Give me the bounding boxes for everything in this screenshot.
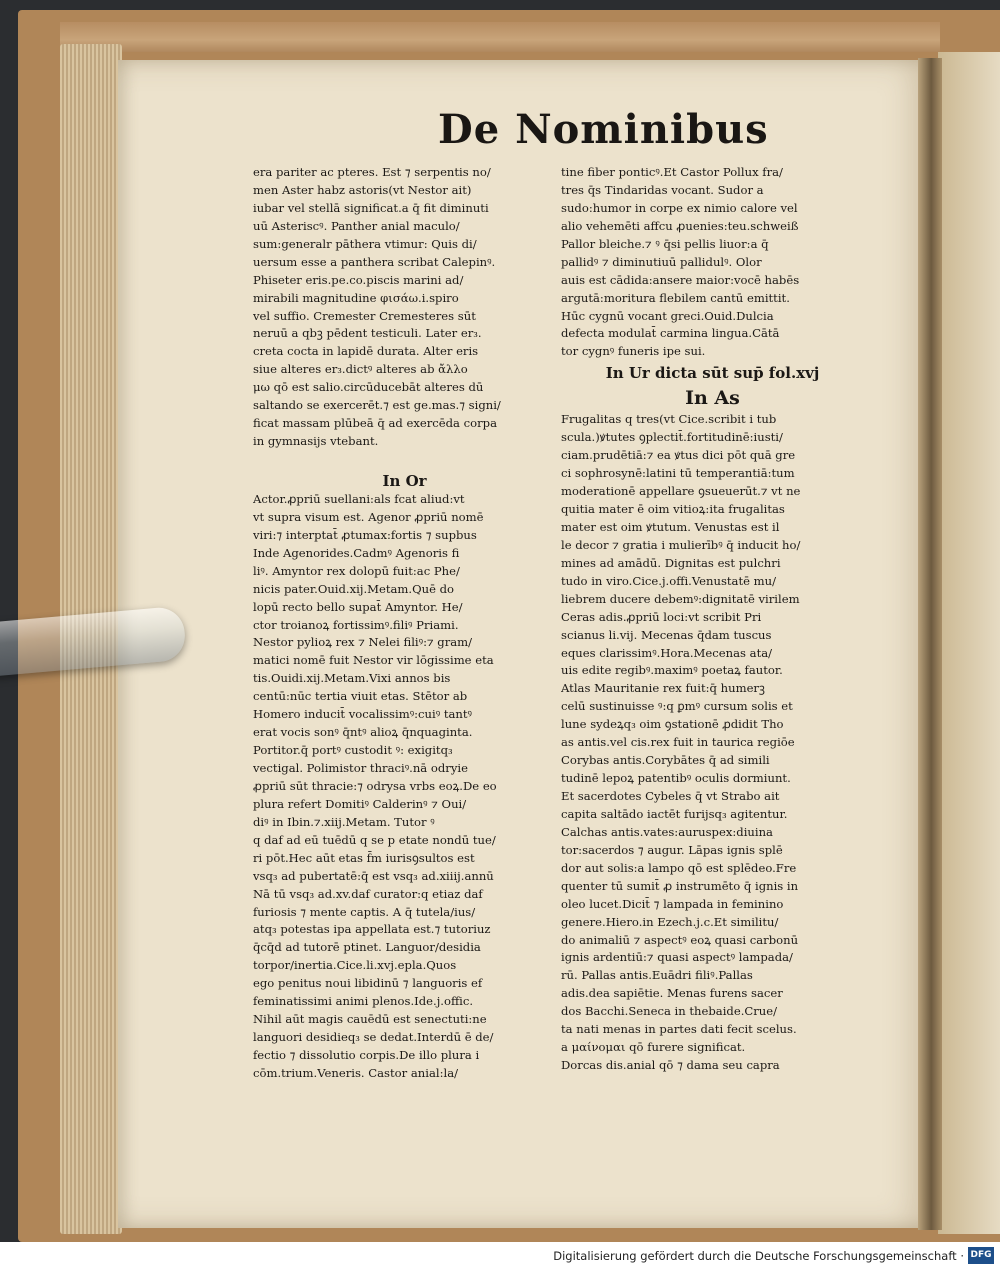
text-line: mines ad amādū. Dignitas est pulchri: [561, 555, 781, 570]
text-line: Frugalitas q tres(vt Cice.scribit i tub: [561, 412, 777, 427]
text-line: tudinē lepoꝝ patentibꝰ oculis dormiunt.: [561, 771, 791, 786]
text-line: liꝰ. Amyntor rex dolopū fuit:ac Phe/: [253, 563, 460, 578]
text-line: ignis ardentiū:⁊ quasi aspectꝰ lampada/: [561, 950, 793, 965]
text-line: q̄cq̄d ad tutorē ptinet. Languor/desidia: [253, 940, 481, 955]
text-line: pallidꝰ ⁊ diminutiuū pallidulꝰ. Olor: [561, 254, 762, 269]
text-line: siue alteres er₃.dictꝰ alteres ab ἄλλο: [253, 362, 468, 377]
text-line: Inde Agenorides.Cadmꝰ Agenoris fi: [253, 545, 460, 560]
text-line: argutā:moritura flebilem cantū emittit.: [561, 290, 790, 305]
text-line: do animaliū ⁊ aspectꝰ eoꝝ quasi carbonū: [561, 932, 799, 947]
text-line: Nā tū vsq₃ ad.xv.daf curator:q etiaz daf: [253, 886, 483, 901]
text-line: vectigal. Polimistor thraciꝰ.nā odryie: [253, 761, 468, 775]
text-line: scula.)ꝟtutes ꝯplectit̄.fortitudinē:iusti/: [561, 430, 783, 445]
text-line: cōm.trium.Veneris. Castor anial:la/: [253, 1065, 459, 1080]
section-heading: In Ur dicta sūt sup̄ fol.xvj: [605, 364, 820, 383]
text-line: ego penitus noui libidinū ⁊ languoris ef: [253, 976, 483, 991]
text-line: tudo in viro.Cice.j.offi.Venustatē mu/: [561, 573, 777, 588]
text-line: tor:sacerdos ⁊ augur. Lāpas ignis splē: [561, 842, 783, 857]
text-line: scianus li.vij. Mecenas q̄dam tuscus: [561, 627, 772, 642]
text-line: iubar vel stellā significat.a q̄ fit diminuti: [253, 200, 489, 215]
text-line: viri:⁊ interptat̄ ꝓtumax:fortis ⁊ supbus: [253, 527, 477, 542]
text-line: diꝰ in Ibin.⁊.xiij.Metam. Tutor ꝰ: [253, 814, 435, 829]
text-column-right: [561, 164, 864, 1084]
text-line: tor cygnꝰ funeris ipe sui.: [561, 344, 706, 359]
text-line: as antis.vel cis.rex fuit in taurica regiōe: [561, 735, 795, 750]
text-line: atq₃ potestas ipa appellata est.⁊ tutoriuz: [253, 922, 491, 937]
book-gutter: [918, 58, 942, 1230]
text-line: Et sacerdotes Cybeles q̄ vt Strabo ait: [561, 789, 780, 803]
text-line: nicis pater.Ouid.xij.Metam.Quē do: [253, 581, 455, 596]
text-line: sum:generalr pāthera vtimur: Quis di/: [253, 236, 477, 251]
text-line: mirabili magnitudine φισάω.i.spiro: [253, 290, 459, 305]
text-line: capita saltādo iactēt furijsq₃ agitentur.: [561, 806, 788, 821]
text-line: Nihil aūt magis cauēdū est senectuti:ne: [253, 1012, 487, 1027]
text-line: Homero inducit̄ vocalissimꝰ:cuiꝰ tantꝰ: [253, 707, 472, 722]
text-line: languori desidieq₃ se dedat.Interdū ē de/: [253, 1030, 494, 1045]
text-line: genere.Hiero.in Ezech.j.c.Et similitu/: [561, 914, 779, 929]
text-line: tine fiber ponticꝰ.Et Castor Pollux fra/: [561, 165, 783, 179]
text-line: lune sydeꝝq₃ oim ꝯstationē ꝓdidit Tho: [561, 717, 784, 732]
facing-page: [938, 52, 1000, 1234]
text-line: era pariter ac pteres. Est ⁊ serpentis no/: [253, 165, 491, 179]
text-line: fectio ⁊ dissolutio corpis.De illo plura i: [253, 1048, 480, 1062]
text-line: alio vehemēti affcu ꝓuenies:teu.schweiß: [561, 218, 799, 233]
footer-bar: [0, 1242, 1000, 1271]
text-line: erat vocis sonꝰ q̄ntꝰ alioꝝ q̄nquaginta.: [253, 725, 473, 740]
text-line: lopū recto bello supat̄ Amyntor. He/: [253, 599, 463, 614]
text-line: adis.dea sapiētie. Menas furens sacer: [561, 986, 783, 1001]
text-line: ctor troianoꝝ fortissimꝰ.filiꝰ Priami.: [253, 617, 459, 632]
text-line: vel suffio. Cremester Cremesteres sūt: [253, 308, 476, 323]
text-line: vsq₃ ad pubertatē:q̄ est vsq₃ ad.xiiij.annū: [253, 868, 494, 883]
text-line: dor aut solis:a lampo qō est splēdeo.Fre: [561, 860, 797, 875]
text-line: moderationē appellare ꝯsueuerūt.⁊ vt ne: [561, 484, 801, 499]
text-line: ri pōt.Hec aūt etas f̄m iurisꝯsultos est: [253, 850, 475, 865]
text-line: Portitor.q̄ portꝰ custodit ꝰ: exigitq₃: [253, 743, 453, 758]
text-line: saltando se exercerēt.⁊ est ge.mas.⁊ signi/: [253, 398, 501, 413]
text-line: matici nomē fuit Nestor vir lōgissime eta: [253, 653, 494, 668]
text-line: Atlas Mauritanie rex fuit:q̄ humerꝫ: [561, 681, 765, 696]
text-line: mater est oim ꝟtutum. Venustas est il: [561, 519, 780, 534]
text-line: auis est cādida:ansere maior:vocē habēs: [561, 272, 800, 287]
text-line: uis edite regibꝰ.maximꝰ poetaꝝ fautor.: [561, 663, 783, 678]
text-line: liebrem ducere debemꝰ:dignitatē virilem: [561, 591, 800, 606]
text-line: quenter tū sumit̄ ꝓ instrumēto q̄ ignis in: [561, 878, 799, 893]
dfg-logo-icon: DFG: [968, 1247, 994, 1264]
text-line: neruū a qbꝫ pēdent testiculi. Later er₃.: [253, 326, 482, 341]
text-line: men Aster habz astoris(vt Nestor ait): [253, 182, 472, 197]
text-line: Calchas antis.vates:auruspex:diuina: [561, 824, 773, 839]
page-heading: De Nominibus: [438, 106, 769, 153]
text-line: oleo lucet.Dicit̄ ⁊ lampada in feminino: [561, 896, 784, 911]
book-top-edge: [60, 22, 940, 52]
section-heading: In As: [685, 387, 740, 410]
text-line: Ceras adis.ꝓpriū loci:vt scribit Pri: [561, 609, 762, 624]
text-line: a μαίνομαι qō furere significat.: [561, 1040, 746, 1055]
text-line: dos Bacchi.Seneca in thebaide.Crue/: [561, 1004, 778, 1019]
text-line: ta nati menas in partes dati fecit scelus.: [561, 1022, 797, 1037]
text-line: celū sustinuisse ꝰ:q ꝑmꝰ cursum solis et: [561, 699, 793, 714]
text-line: tres q̄s Tindaridas vocant. Sudor a: [561, 182, 764, 197]
text-line: [253, 451, 556, 473]
text-line: Actor.ꝓpriū suellani:als fcat aliud:vt: [253, 491, 465, 506]
text-line: sudo:humor in corpe ex nimio calore vel: [561, 200, 798, 215]
text-line: creta cocta in lapidē durata. Alter eris: [253, 344, 479, 359]
text-line: uersum esse a panthera scribat Calepinꝰ.: [253, 254, 496, 269]
text-line: Dorcas dis.anial qō ⁊ dama seu capra: [561, 1058, 780, 1073]
text-column-left: [253, 164, 556, 1084]
text-line: Pallor bleiche.⁊ ꝰ q̄si pellis liuor:a q̄: [561, 236, 769, 251]
text-line: vt supra visum est. Agenor ꝓpriū nomē: [253, 509, 484, 524]
text-line: μω qō est salio.circūducebāt alteres dū: [253, 380, 484, 395]
text-line: defecta modulat̄ carmina lingua.Cātā: [561, 326, 780, 341]
text-line: in gymnasijs vtebant.: [253, 434, 379, 449]
text-line: Corybas antis.Corybātes q̄ ad simili: [561, 753, 770, 768]
text-line: furiosis ⁊ mente captis. A q̄ tutela/ius/: [253, 904, 476, 919]
text-line: ꝓpriū sūt thracie:⁊ odrysa vrbs eoꝝ.De eo: [253, 778, 497, 793]
text-line: q daf ad eū tuēdū q se p etate nondū tue/: [253, 832, 496, 847]
text-line: centū:nūc tertia viuit etas. Stētor ab: [253, 689, 468, 704]
text-line: ciam.prudētiā:⁊ ea ꝟtus dici pōt quā gre: [561, 448, 796, 463]
text-line: Phiseter eris.pe.co.piscis marini ad/: [253, 272, 464, 287]
section-heading: In Or: [382, 473, 427, 490]
text-line: feminatissimi animi plenos.Ide.j.offic.: [253, 994, 474, 1009]
text-line: plura refert Domitiꝰ Calderinꝰ ⁊ Oui/: [253, 796, 467, 811]
text-line: Hūc cygnū vocant greci.Ouid.Dulcia: [561, 308, 774, 323]
text-line: tis.Ouidi.xij.Metam.Vixi annos bis: [253, 671, 451, 686]
text-line: eques clarissimꝰ.Hora.Mecenas ata/: [561, 645, 773, 660]
text-line: quitia mater ē oim vitioꝝ:ita frugalitas: [561, 502, 785, 516]
text-line: rū. Pallas antis.Euādri filiꝰ.Pallas: [561, 968, 753, 983]
text-line: ficat massam plūbeā q̄ ad exercēda corpa: [253, 416, 498, 431]
text-line: ci sophrosynē:latini tū temperantiā:tum: [561, 466, 795, 481]
text-line: uū Asteriscꝰ. Panther anial maculo/: [253, 218, 460, 233]
funding-credit: Digitalisierung gefördert durch die Deutsche Forschungsgemeinschaft ·: [553, 1249, 964, 1263]
text-line: le decor ⁊ gratia i mulierībꝰ q̄ inducit ho/: [561, 537, 801, 552]
text-line: Nestor pylioꝝ rex ⁊ Nelei filiꝰ:⁊ gram/: [253, 635, 473, 650]
text-line: torpor/inertia.Cice.li.xvj.epla.Quos: [253, 958, 457, 973]
